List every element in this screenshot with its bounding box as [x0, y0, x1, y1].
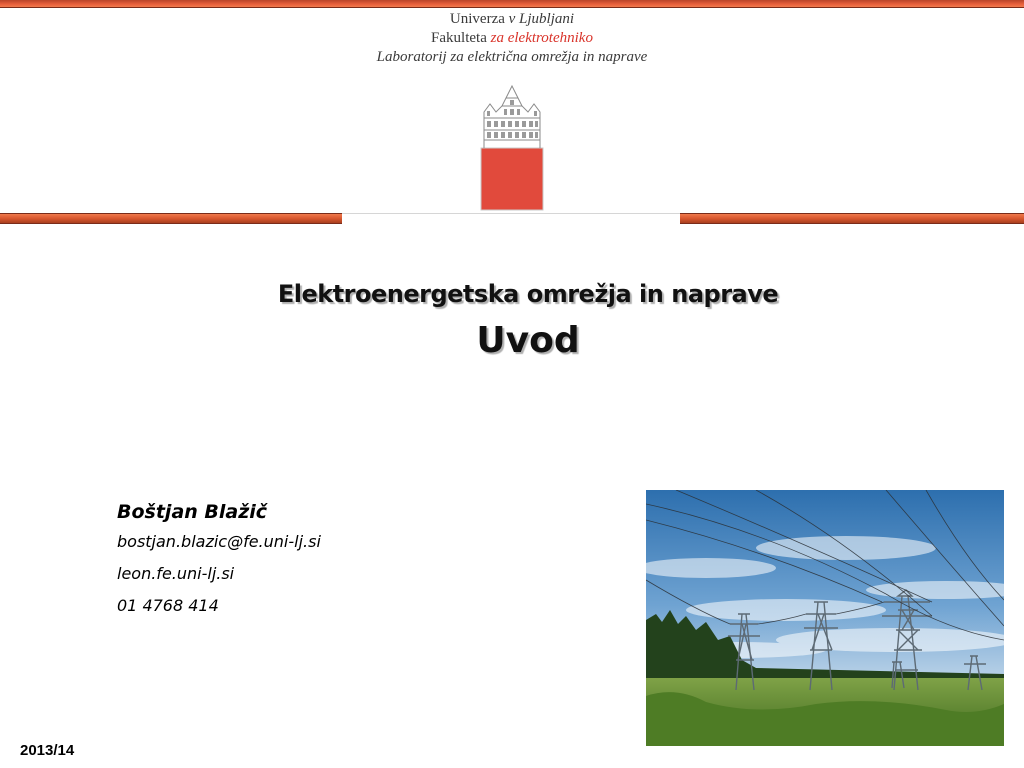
header-bottom-band-left: [0, 213, 342, 224]
university-name: Univerza: [449, 11, 505, 27]
author-website: leon.fe.uni-lj.si: [117, 564, 235, 583]
slide-title: Elektroenergetska omrežja in naprave: [277, 280, 779, 308]
author-info: [117, 498, 321, 622]
author-phone: 01 4768 414: [117, 596, 219, 615]
footer-year: 2013/14: [20, 742, 75, 759]
faculty-name: za elektrotehniko: [490, 30, 593, 46]
header-top-band: [0, 0, 1024, 7]
power-lines-photo: [646, 490, 1004, 746]
university-crest-icon: [480, 84, 544, 212]
university-city: v Ljubljani: [508, 11, 575, 27]
author-name: Boštjan Blažič: [117, 501, 268, 523]
title-block: [0, 280, 1024, 361]
header-top-band-edge: [0, 7, 1024, 8]
faculty-label: Fakulteta: [431, 30, 487, 46]
laboratory-name: Laboratorij za električna omrežja in naprave: [376, 49, 648, 65]
faculty-line: [300, 29, 724, 48]
header-bottom-divider: [342, 213, 680, 214]
institution-header: [300, 10, 724, 67]
university-line: [300, 10, 724, 29]
header-bottom-band-right: [680, 213, 1024, 224]
author-email: bostjan.blazic@fe.uni-lj.si: [117, 532, 321, 551]
slide-subtitle: Uvod: [476, 320, 580, 361]
